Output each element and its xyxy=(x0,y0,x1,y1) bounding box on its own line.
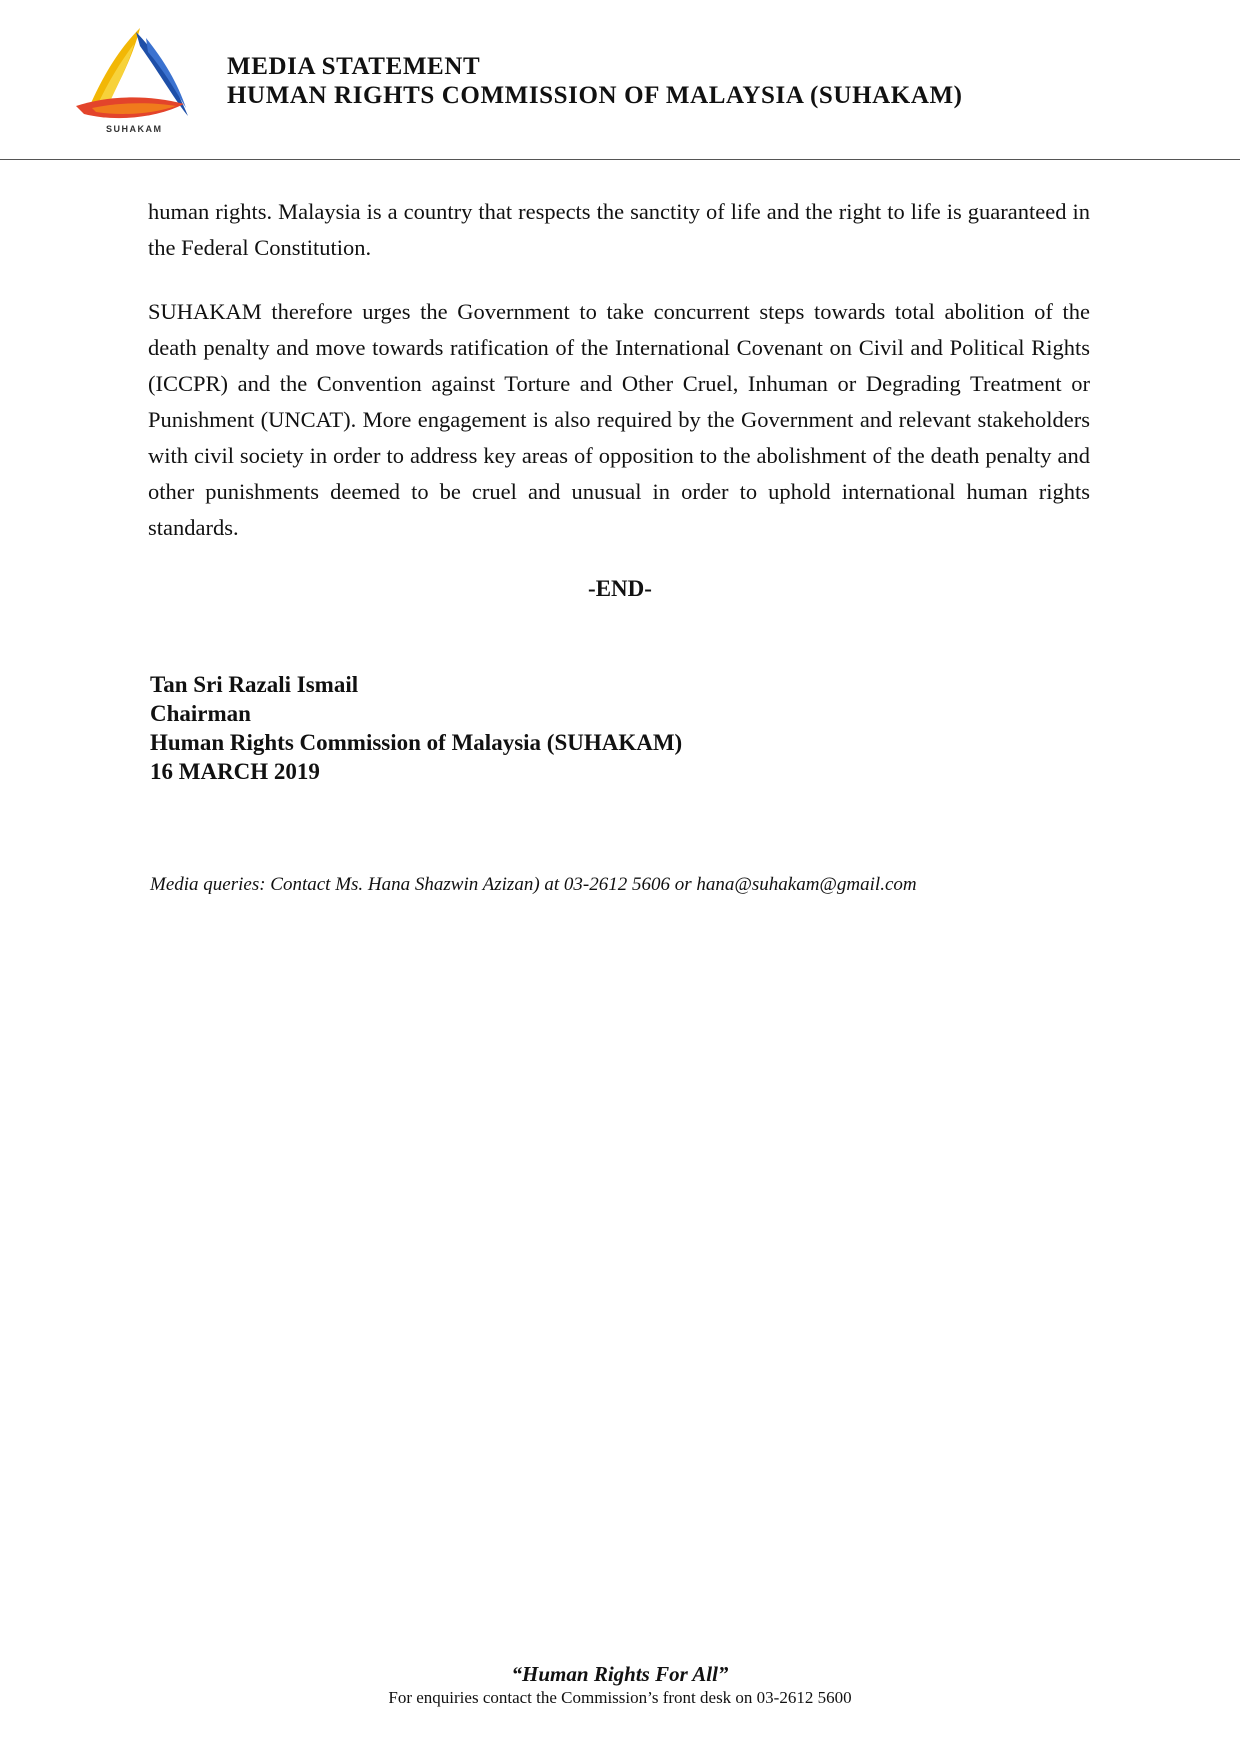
header-title xyxy=(227,52,963,110)
body-paragraph-2: SUHAKAM therefore urges the Government to take concurrent steps towards total abolition of the death penalty and move towards ratification of the International Covenant on Civil and Political Rights (ICCPR) and the Convention against Torture and Other Cruel, Inhuman or Degrading Treatment or Punishment (UNCAT). More engagement is also required by the Government and relevant stakeholders with civil society in order to address key areas of opposition to the abolishment of the death penalty and other punishments deemed to be cruel and unusual in order to uphold international human rights standards. xyxy=(148,299,1090,540)
end-mark: -END- xyxy=(588,576,652,601)
signatory-organization: Human Rights Commission of Malaysia (SUHAKAM) xyxy=(150,730,683,755)
footer-motto: “Human Rights For All” xyxy=(511,1662,729,1686)
body-paragraph-1: human rights. Malaysia is a country that respects the sanctity of life and the right to life is guaranteed in the Federal Constitution. xyxy=(148,199,1090,260)
signature-block xyxy=(150,670,682,786)
signatory-name: Tan Sri Razali Ismail xyxy=(150,672,359,697)
suhakam-logo-icon xyxy=(76,22,200,132)
logo-label: SUHAKAM xyxy=(106,124,163,134)
header-title-line1: MEDIA STATEMENT xyxy=(227,53,481,80)
header-title-line2: HUMAN RIGHTS COMMISSION OF MALAYSIA (SUHAKAM) xyxy=(227,82,963,109)
media-queries-note: Media queries: Contact Ms. Hana Shazwin Azizan) at 03-2612 5606 or hana@suhakam@gmail.com xyxy=(150,874,917,895)
footer-contact: For enquiries contact the Commission’s front desk on 03-2612 5600 xyxy=(388,1688,852,1707)
header-divider xyxy=(0,159,1240,160)
signatory-position: Chairman xyxy=(150,701,251,726)
suhakam-logo xyxy=(76,22,200,144)
statement-date: 16 MARCH 2019 xyxy=(150,759,320,784)
